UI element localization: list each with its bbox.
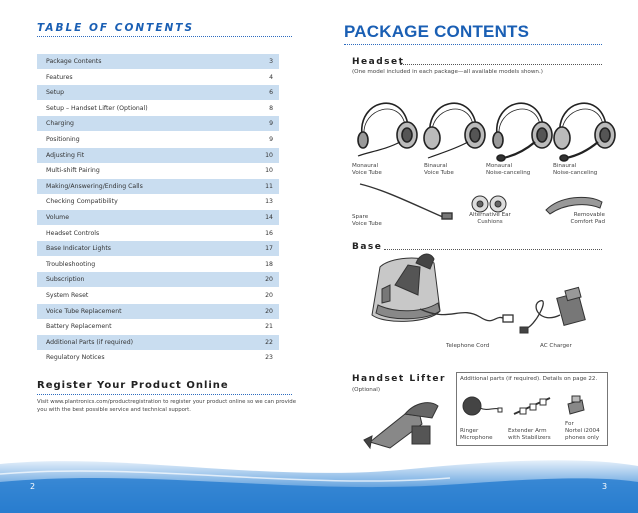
toc-entry-page: 20 — [265, 292, 273, 299]
comfort-pad-label: Removable Comfort Pad — [570, 212, 605, 225]
toc-entry-page: 21 — [265, 323, 273, 331]
toc-entry-page: 9 — [269, 136, 273, 143]
headset-section-divider — [400, 64, 602, 65]
handset-lifter-image — [360, 392, 460, 452]
lifter-section-title: Handset Lifter — [352, 374, 446, 384]
spare-voice-tube-label: Spare Voice Tube — [352, 214, 382, 227]
register-divider — [37, 394, 292, 395]
headset-monaural-voice-tube-image — [358, 103, 417, 156]
toc-entry[interactable] — [37, 101, 279, 116]
ringer-microphone-label: Ringer Microphone — [460, 428, 493, 441]
toc-entry-page: 8 — [269, 104, 273, 112]
toc-title-divider — [37, 36, 292, 37]
headset-illustrations — [350, 80, 610, 165]
toc-entry-label: Subscription — [46, 276, 85, 284]
toc-entry-page: 11 — [265, 182, 273, 190]
register-title: Register Your Product Online — [37, 380, 229, 391]
ear-cushions-label: Alternative Ear Cushions — [469, 212, 511, 225]
toc-entry[interactable] — [37, 85, 279, 100]
page-number-right: 3 — [602, 482, 608, 491]
toc-entry-label: Additional Parts (if required) — [46, 338, 134, 346]
toc-entry-label: Base Indicator Lights — [46, 245, 112, 253]
headset-monaural-noise-canceling-image — [493, 103, 552, 161]
ringer-microphone-image — [463, 397, 502, 415]
toc-entry-page: 6 — [269, 89, 273, 97]
toc-entry-page: 9 — [269, 120, 273, 128]
toc-entry-label: System Reset — [46, 292, 89, 299]
model-label-3: Monaural Noise-canceling — [486, 163, 531, 176]
toc-entry[interactable] — [37, 304, 279, 319]
telephone-cord-label: Telephone Cord — [446, 343, 490, 349]
model-label-1: Monaural Voice Tube — [352, 163, 382, 176]
toc-entry-label: Troubleshooting — [46, 260, 96, 268]
toc-entry-label: Package Contents — [46, 58, 102, 65]
toc-entry-label: Checking Compatibility — [46, 198, 118, 206]
base-illustrations — [360, 245, 610, 345]
toc-entry-page: 20 — [265, 307, 273, 315]
toc-entry-label: Positioning — [46, 136, 80, 143]
headset-binaural-voice-tube-image — [424, 103, 485, 158]
toc-entry-page: 22 — [265, 338, 273, 346]
additional-parts-note: Additional parts (if required). Details on page 22. — [460, 376, 598, 382]
toc-entry[interactable] — [37, 210, 279, 225]
toc-entry-page: 13 — [265, 198, 273, 206]
toc-entry[interactable] — [37, 350, 279, 365]
toc-entry-label: Setup — [46, 89, 65, 97]
toc-entry[interactable] — [37, 70, 279, 85]
toc-entry[interactable] — [37, 272, 279, 287]
lifter-optional-note: (Optional) — [352, 387, 381, 393]
toc-entry[interactable] — [37, 335, 279, 350]
extender-arm-image — [514, 398, 550, 414]
base-unit-image — [372, 254, 440, 321]
model-label-4: Binaural Noise-canceling — [553, 163, 598, 176]
toc-entry[interactable] — [37, 148, 279, 163]
base-section-title: Base — [352, 242, 383, 252]
toc-entry[interactable] — [37, 116, 279, 131]
nortel-label: For Nortel i2004 phones only — [565, 421, 600, 441]
additional-parts-illustrations — [458, 386, 606, 426]
headset-section-title: Headset — [352, 57, 405, 67]
toc-entry-page: 10 — [265, 167, 273, 175]
toc-entry-page: 4 — [269, 73, 273, 81]
headset-binaural-noise-canceling-image — [554, 103, 615, 161]
toc-entry-label: Multi-shift Pairing — [46, 167, 100, 175]
toc-entry-page: 3 — [269, 58, 273, 65]
toc-entry-page: 10 — [265, 151, 273, 159]
toc-entry[interactable] — [37, 241, 279, 256]
toc-entry-page: 23 — [265, 354, 273, 362]
headset-note: (One model included in each package—all available models shown.) — [352, 69, 543, 75]
toc-entry[interactable] — [37, 132, 279, 147]
toc-entry[interactable] — [37, 194, 279, 209]
toc-entry-page: 18 — [265, 260, 273, 268]
toc-entry-page: 17 — [265, 245, 273, 253]
ac-charger-label: AC Charger — [540, 343, 572, 349]
toc-entry[interactable] — [37, 288, 279, 303]
toc-entry-label: Making/Answering/Ending Calls — [46, 182, 143, 190]
toc-entry[interactable] — [37, 179, 279, 194]
page-number-left: 2 — [30, 482, 36, 491]
toc-entry-page: 14 — [265, 214, 273, 221]
package-contents-title: PACKAGE CONTENTS — [344, 22, 530, 41]
toc-entry-label: Adjusting Fit — [46, 151, 85, 159]
nortel-adapter-image — [568, 396, 584, 414]
toc-entry-page: 20 — [265, 276, 273, 284]
toc-entry-label: Regulatory Notices — [46, 354, 105, 362]
toc-entry[interactable] — [37, 319, 279, 334]
toc-entry-label: Volume — [46, 214, 70, 221]
toc-entry[interactable] — [37, 54, 279, 69]
toc-entry[interactable] — [37, 226, 279, 241]
extender-arm-label: Extender Arm with Stabilizers — [508, 428, 551, 441]
toc-entry-page: 16 — [265, 229, 273, 237]
toc-entry-label: Voice Tube Replacement — [46, 307, 122, 315]
toc-entry-label: Charging — [46, 120, 74, 128]
toc-entry[interactable] — [37, 163, 279, 178]
model-label-2: Binaural Voice Tube — [424, 163, 454, 176]
ac-charger-image — [520, 287, 585, 333]
toc-entry-label: Setup – Handset Lifter (Optional) — [46, 104, 148, 112]
package-title-divider — [344, 44, 602, 45]
footer-wave — [0, 452, 638, 513]
toc-title: TABLE OF CONTENTS — [37, 22, 195, 34]
register-text: Visit www.plantronics.com/productregistration to register your product online so we can provide you with the best possible service and technical support. — [37, 399, 297, 413]
toc-entry-label: Battery Replacement — [46, 323, 112, 331]
toc-entry[interactable] — [37, 257, 279, 272]
toc-entry-label: Headset Controls — [46, 229, 100, 237]
ear-cushion-image — [472, 196, 506, 212]
toc-entry-label: Features — [46, 73, 73, 81]
